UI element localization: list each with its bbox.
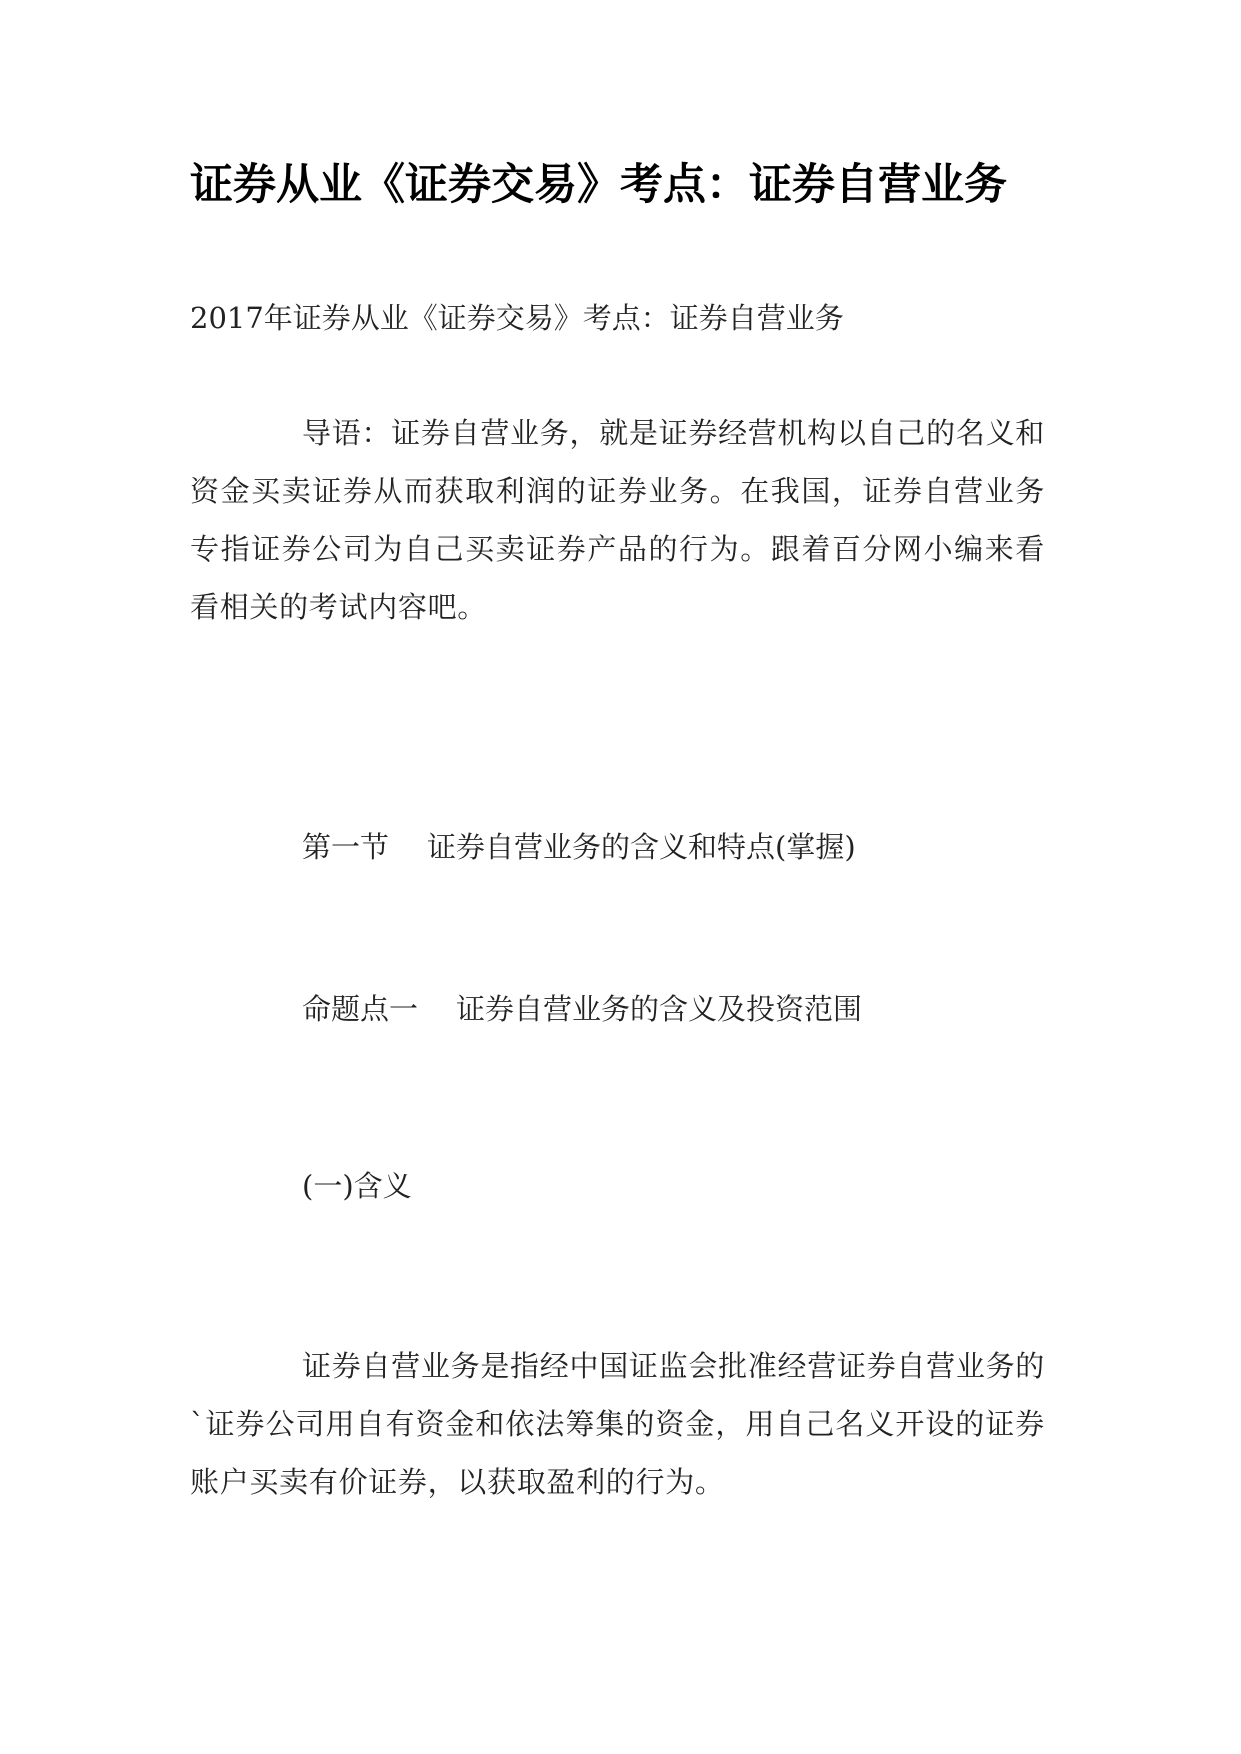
meaning-subheading: (一)含义 xyxy=(302,1169,412,1203)
point-heading-text: 证券自营业务的含义及投资范围 xyxy=(456,992,863,1026)
section-label: 第一节 xyxy=(302,830,390,864)
section-heading-text: 证券自营业务的含义和特点(掌握) xyxy=(427,830,856,864)
meaning-paragraph xyxy=(190,1337,1045,1511)
intro-text: 导语：证券自营业务，就是证券经营机构以自己的名义和资金买卖证券从而获取利润的证券业务。在我国，证券自营业务专指证券公司为自己买卖证券产品的行为。跟着百分网小编来看看相关的考试内容吧。 xyxy=(190,416,1045,624)
document-title: 证券从业《证券交易》考点：证券自营业务 xyxy=(190,160,1007,210)
section-heading xyxy=(302,818,1062,876)
point-heading xyxy=(302,980,1062,1038)
meaning-text: 证券自营业务是指经中国证监会批准经营证券自营业务的`证券公司用自有资金和依法筹集的资金，用自己名义开设的证券账户买卖有价证券，以获取盈利的行为。 xyxy=(190,1349,1045,1499)
document-subtitle: 2017年证券从业《证券交易》考点：证券自营业务 xyxy=(190,301,844,335)
intro-paragraph xyxy=(190,404,1045,636)
point-label: 命题点一 xyxy=(302,992,419,1026)
